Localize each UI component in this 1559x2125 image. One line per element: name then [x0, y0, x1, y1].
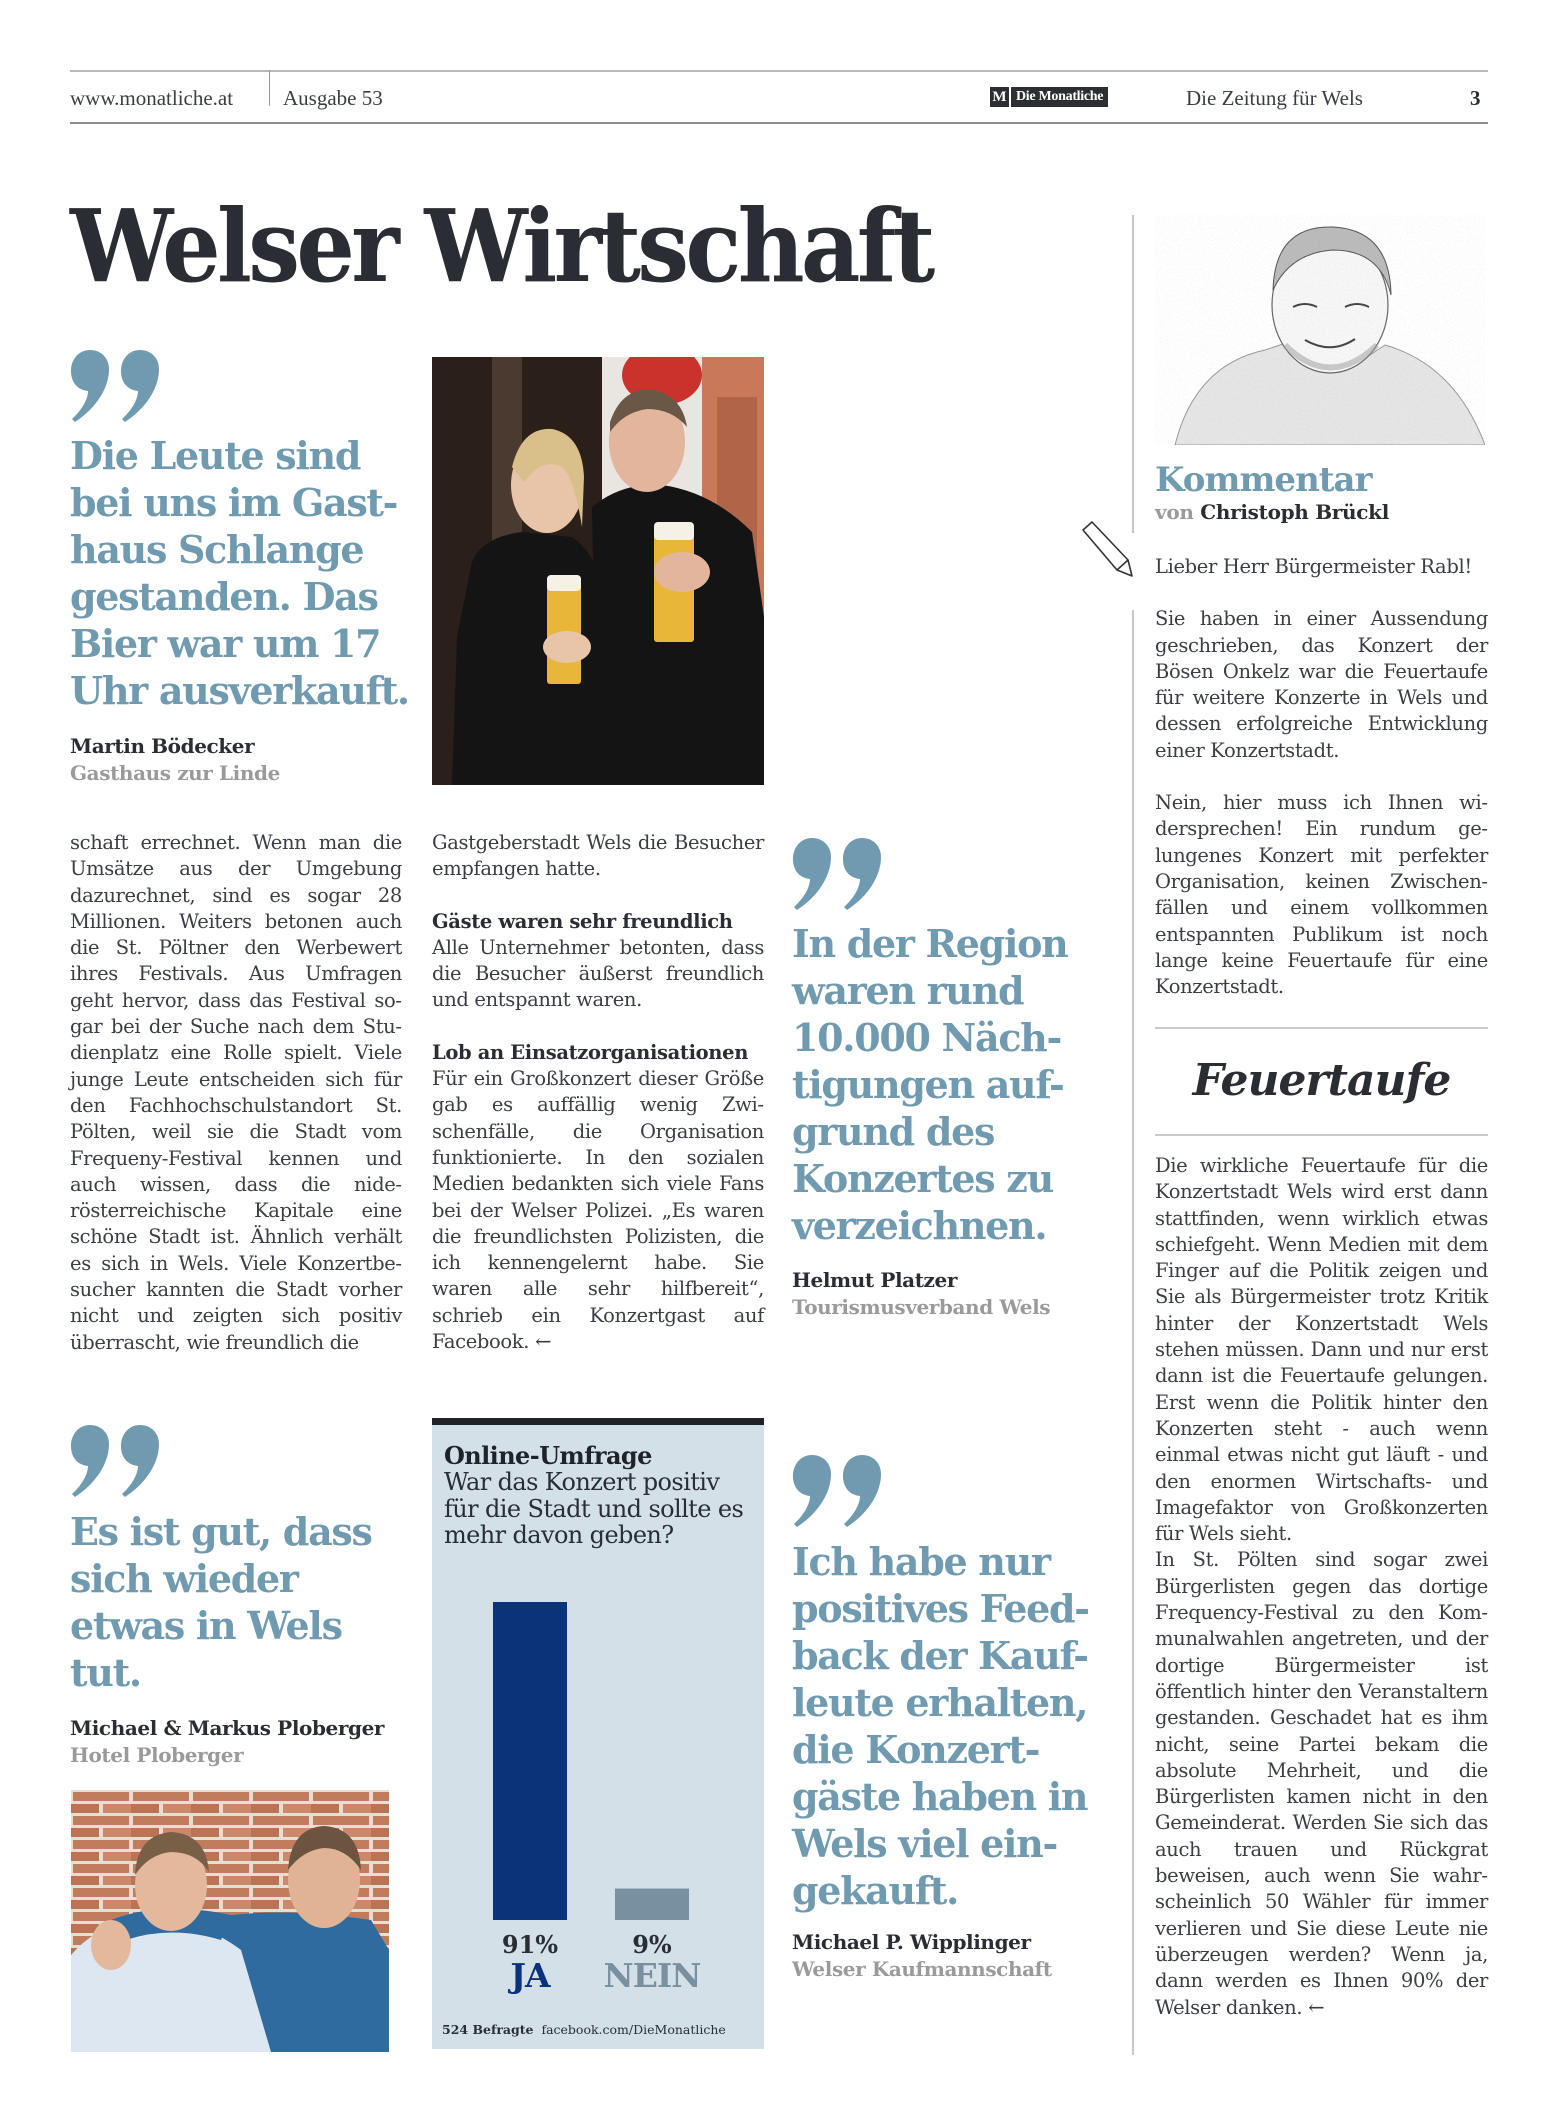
section-rule — [1155, 1027, 1488, 1029]
column-divider — [1132, 215, 1134, 533]
quote-line: waren rund — [792, 968, 1024, 1013]
quote-line: Wels viel ein- — [792, 1821, 1057, 1866]
commentary-paragraph: Die wirkliche Feuertaufe für die Konzertstadt Wels wird erst dann stattfinden, wenn wirklich etwas schiefgeht. Wenn Medien mit dem Finger auf die Politik zeigen und Sie als Bürgermeister trotz Kritik hinter der Konzertstadt Wels stehen müssen. Dann und nur erst dann ist die Feuertaufe gelungen. Erst wenn die Politik hinter den Konzerten steht - auch wenn einmal etwas nicht gut läuft - und den enormen Wirtschafts- und Imagefaktor von Großkonzerten für Wels sieht. — [1155, 1154, 1488, 1546]
tagline: Die Zeitung für Wels — [1186, 86, 1363, 110]
commentary-byline — [1155, 500, 1389, 524]
issue-number: Ausgabe 53 — [283, 86, 383, 110]
quote-line: gäste haben in — [792, 1774, 1088, 1819]
quote-line: verzeichnen. — [792, 1203, 1047, 1248]
commentary-text-2 — [1155, 1153, 1488, 2021]
quote-author: Helmut Platzer — [792, 1268, 957, 1292]
quote-line: sich wieder — [70, 1556, 298, 1601]
poll-box — [432, 1418, 764, 2049]
header-top-rule — [70, 70, 1488, 72]
poll-category-ja: JA — [510, 1956, 550, 1995]
quote-organization: Welser Kaufmannschaft — [792, 1957, 1052, 1981]
poll-bar-nein — [615, 1889, 689, 1920]
quote-author: Martin Bödecker — [70, 734, 255, 758]
commentary-text-1 — [1155, 554, 1488, 1000]
quote-author: Michael P. Wipplinger — [792, 1930, 1031, 1954]
commentary-label: Kommentar — [1155, 460, 1372, 500]
photo-gasthaus-owners — [432, 357, 764, 785]
quote-line: leute erhalten, — [792, 1680, 1088, 1725]
quote-author: Michael & Markus Ploberger — [70, 1716, 385, 1740]
article-subheading: Lob an Einsatzorganisationen — [432, 1040, 749, 1064]
quote-line: Es ist gut, dass — [70, 1509, 372, 1554]
end-of-article-arrow-icon: ← — [535, 1330, 552, 1354]
author-sketch-portrait — [1155, 215, 1485, 445]
header-separator — [269, 70, 270, 106]
byline-prefix: von — [1155, 500, 1194, 524]
commentary-paragraph: Nein, hier muss ich Ihnen widersprechen! Ein rundum gelungenes Konzert mit perfekter Organisation, keinen Zwischenfällen und einem vollkommen entspannten Publikum ist noch lange keine Feuertaufe für eine Konzertstadt. — [1155, 791, 1488, 999]
section-rule — [1155, 1134, 1488, 1136]
article-paragraph: Gastgeberstadt Wels die Besucher empfangen hatte. — [432, 831, 764, 881]
quote-line: 10.000 Näch- — [792, 1015, 1061, 1060]
page-number: 3 — [1470, 86, 1481, 110]
commentary-paragraph: In St. Pölten sind sogar zwei Bürgerlisten gegen das dortige Frequency-Festival zu den Kommunalwahlen angetreten, und der dortige Bürgermeister ist öffentlich hinter den Veranstaltern gestanden. Geschadet hat es ihm nicht, seine Partei bekam die absolute Mehrheit, und die Bürgerlisten kamen nicht in den Gemeinderat. Werden Sie sich das auch trauen und Rückgrat beweisen, auch wenn Sie wahrscheinlich 50 Wähler für immer verlieren und Sie diese Leute nie überzeugen werden? Wenn ja, dann werden es Ihnen 90% der Welser danken. — [1155, 1548, 1488, 2019]
quote-line: tigungen auf- — [792, 1062, 1064, 1107]
quote-line: back der Kauf- — [792, 1633, 1088, 1678]
pull-quote-1: Die Leute sind bei uns im Gast-haus Schlange gestanden. Das Bier war um 17 Uhr ausverkauft. — [70, 433, 409, 713]
article-paragraph: Alle Unternehmer betonten, dass die Besucher äußerst freundlich und entspannt waren. — [432, 935, 764, 1012]
article-paragraph: Für ein Großkonzert dieser Größe gab es auffällig wenig Zwischenfälle, die Organisation funktionierte. In den sozialen Medien bedankten sich viele Fans bei der Welser Polizei. „Es waren die freundlichsten Polizisten, die ich kennengelernt habe. Sie waren alle sehr hilfbereit“, schrieb ein Konzertgast auf Facebook. — [432, 1067, 764, 1354]
quote-line: grund des — [792, 1109, 995, 1154]
quote-line: gekauft. — [792, 1868, 959, 1913]
pull-quote-2 — [792, 920, 1122, 1249]
logo-name: Die Monatliche — [1011, 87, 1108, 107]
quote-line: etwas in Wels — [70, 1603, 342, 1648]
header-bottom-rule — [70, 122, 1488, 124]
poll-footer — [442, 2022, 726, 2037]
quote-mark-icon — [792, 838, 888, 910]
article-paragraph: schaft errechnet. Wenn man die Umsätze aus der Umgebung dazurechnet, sind es sogar 28 Millionen. Weiters betonen auch die St. Pöltner den Werbewert ihres Festivals. Aus Umfragen geht hervor, dass das Festival sogar bei der Suche nach dem Studienplatz eine Rolle spielt. Viele junge Leute entscheiden sich für den Fachhochschulstandort St. Pölten, weil sie die Stadt vom Frequeny-Festival kennen und auch wissen, dass die niderösterreichische Kapitale eine schöne Stadt ist. Ähnlich verhält es sich in Wels. Viele Konzertbesucher kannten die Stadt vorher nicht und zeigten sich positiv überrascht, wie freundlich die — [70, 831, 402, 1354]
poll-title: Online-Umfrage — [444, 1441, 652, 1470]
quote-line: Ich habe nur — [792, 1539, 1050, 1584]
photo-hotel-owners — [71, 1790, 389, 2052]
poll-value-label-ja: 91% — [501, 1930, 559, 1959]
column-divider — [1132, 610, 1134, 2055]
poll-value-label-nein: 9% — [632, 1930, 672, 1959]
quote-line: positives Feed- — [792, 1586, 1089, 1631]
quote-mark-icon — [70, 1425, 166, 1497]
quote-organization: Hotel Ploberger — [70, 1743, 244, 1767]
poll-respondents: 524 Befragte — [442, 2022, 534, 2037]
article-column-1 — [70, 830, 402, 1356]
page-title: Welser Wirtschaft — [70, 187, 932, 305]
commentary-salutation: Lieber Herr Bürgermeister Rabl! — [1155, 555, 1472, 578]
quote-line: Konzertes zu — [792, 1156, 1053, 1201]
quote-line: die Konzert- — [792, 1727, 1040, 1772]
commentary-paragraph: Sie haben in einer Aussendung geschrieben, das Konzert der Bösen Onkelz war die Feuertaufe für weitere Konzerte in Wels und dessen erfolgreiche Entwicklung einer Konzertstadt. — [1155, 607, 1488, 762]
quote-line: In der Region — [792, 921, 1068, 966]
quote-organization: Gasthaus zur Linde — [70, 761, 280, 785]
poll-category-nein: NEIN — [603, 1956, 701, 1995]
poll-question: War das Konzert positiv für die Stadt und sollte es mehr davon geben? — [444, 1468, 744, 1549]
newspaper-logo — [990, 87, 1108, 107]
pull-quote-3 — [70, 1508, 410, 1696]
commentary-section-title: Feuertaufe — [1192, 1055, 1451, 1106]
logo-mark: M — [990, 87, 1009, 107]
quote-mark-icon — [792, 1455, 888, 1527]
article-column-2 — [432, 830, 764, 1355]
commentary-author: Christoph Brückl — [1200, 500, 1390, 524]
article-subheading: Gäste waren sehr freundlich — [432, 909, 733, 933]
quote-mark-icon — [70, 350, 166, 422]
website-link[interactable]: www.monatliche.at — [70, 86, 234, 110]
pencil-icon — [1080, 520, 1140, 580]
poll-source-link[interactable]: facebook.com/DieMonatliche — [541, 2022, 726, 2037]
pull-quote-4 — [792, 1538, 1132, 1914]
quote-line: tut. — [70, 1650, 141, 1695]
poll-bar-ja — [493, 1602, 567, 1920]
end-of-article-arrow-icon: ← — [1308, 1995, 1325, 2019]
quote-organization: Tourismusverband Wels — [792, 1295, 1051, 1319]
